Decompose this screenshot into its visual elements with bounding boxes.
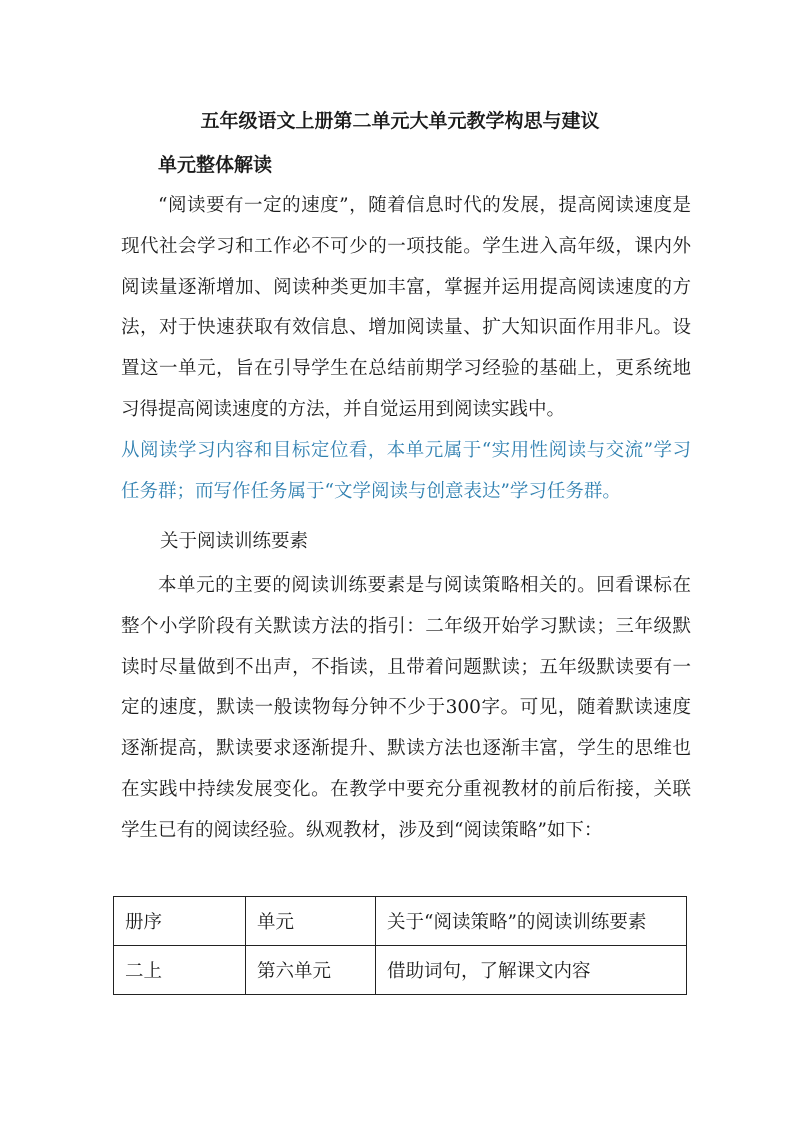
reading-strategy-table xyxy=(113,896,687,995)
document-title: 五年级语文上册第二单元大单元教学构思与建议 xyxy=(200,110,600,132)
main-section xyxy=(121,566,691,852)
table-header-row xyxy=(114,897,687,946)
highlight-paragraph: 从阅读学习内容和目标定位看，本单元属于“实用性阅读与交流”学习任务群；而写作任务属于“文学阅读与创意表达”学习任务群。 xyxy=(121,439,691,502)
header-cell: 册序 xyxy=(114,897,246,946)
intro-paragraph: “阅读要有一定的速度”，随着信息时代的发展，提高阅读速度是现代社会学习和工作必不可少的一项技能。学生进入高年级，课内外阅读量逐渐增加、阅读种类更加丰富，掌握并运用提高阅读速度的方法，对于快速获取有效信息、增加阅读量、扩大知识面作用非凡。设置这一单元，旨在引导学生在总结前期学习经验的基础上，更系统地习得提高阅读速度的方法，并自觉运用到阅读实践中。 xyxy=(121,195,691,420)
table-row xyxy=(114,946,687,995)
section-heading: 单元整体解读 xyxy=(158,154,273,176)
table-cell: 二上 xyxy=(114,946,246,995)
header-cell: 单元 xyxy=(246,897,376,946)
main-paragraph: 本单元的主要的阅读训练要素是与阅读策略相关的。回看课标在整个小学阶段有关默读方法的指引：二年级开始学习默读；三年级默读时尽量做到不出声，不指读，且带着问题默读；五年级默读要有一定的速度，默读一般读物每分钟不少于300字。可见，随着默读速度逐渐提高，默读要求逐渐提升、默读方法也逐渐丰富，学生的思维也在实践中持续发展变化。在教学中要充分重视教材的前后衔接，关联学生已有的阅读经验。纵观教材，涉及到“阅读策略”如下： xyxy=(121,575,691,841)
subheading: 关于阅读训练要素 xyxy=(160,531,309,552)
intro-section xyxy=(121,186,691,512)
table-cell: 借助词句，了解课文内容 xyxy=(376,946,687,995)
header-cell: 关于“阅读策略”的阅读训练要素 xyxy=(376,897,687,946)
table-cell: 第六单元 xyxy=(246,946,376,995)
